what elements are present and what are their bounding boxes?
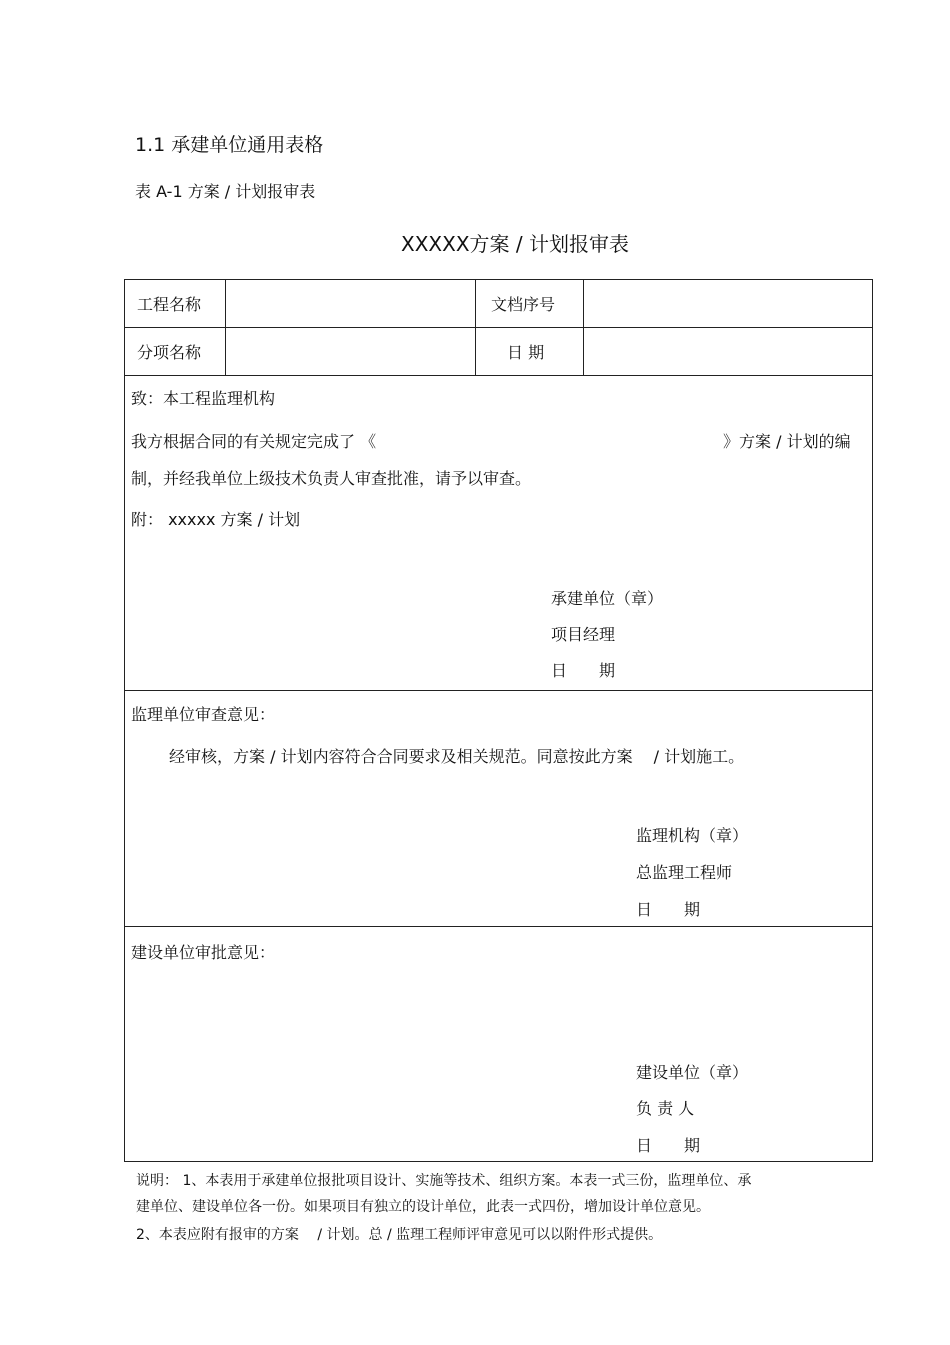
- submission-text-part2: 》方案 / 计划的编: [723, 432, 851, 451]
- note-line-2: 建单位、建设单位各一份。如果项目有独立的设计单位，此表一式四份，增加设计单位意见。: [136, 1199, 710, 1215]
- contractor-seal-label: 承建单位（章）: [551, 589, 664, 608]
- chief-engineer-label: 总监理工程师: [636, 863, 733, 882]
- contractor-date-label: 日 期: [551, 661, 616, 680]
- owner-seal-label: 建设单位（章）: [636, 1063, 749, 1082]
- addressee-line: 致：本工程监理机构: [131, 389, 276, 408]
- responsible-person-label: 负 责 人: [636, 1099, 695, 1118]
- subitem-name-field[interactable]: [227, 330, 473, 374]
- column-divider: [225, 280, 226, 375]
- project-manager-label: 项目经理: [551, 625, 616, 644]
- section-divider: [125, 926, 872, 927]
- date-label: 日 期: [507, 343, 545, 362]
- submission-text-part1: 我方根据合同的有关规定完成了 《: [131, 432, 377, 451]
- row-divider: [125, 375, 872, 376]
- supervisor-opinion-text: 经审核，方案 / 计划内容符合合同要求及相关规范。同意按此方案 / 计划施工。: [169, 747, 745, 766]
- owner-approval-heading: 建设单位审批意见：: [131, 943, 276, 962]
- approval-form-table: [124, 279, 873, 1162]
- doc-no-field[interactable]: [585, 282, 871, 326]
- attachment-line: 附： xxxxx 方案 / 计划: [131, 510, 301, 529]
- supervisor-opinion-heading: 监理单位审查意见：: [131, 705, 276, 724]
- section-heading: 1.1 承建单位通用表格: [135, 134, 324, 156]
- note-line-3: 2、本表应附有报审的方案 / 计划。总 / 监理工程师评审意见可以以附件形式提供。: [136, 1227, 663, 1243]
- section-divider: [125, 690, 872, 691]
- subitem-name-label: 分项名称: [137, 343, 202, 362]
- form-title: XXXXX方案 / 计划报审表: [401, 232, 629, 256]
- supervisor-date-label: 日 期: [636, 900, 701, 919]
- row-divider: [125, 327, 872, 328]
- note-line-1: 说明： 1、本表用于承建单位报批项目设计、实施等技术、组织方案。本表一式三份，监理单位、承: [136, 1173, 752, 1189]
- project-name-label: 工程名称: [137, 295, 202, 314]
- table-caption: 表 A-1 方案 / 计划报审表: [135, 182, 316, 201]
- doc-no-label: 文档序号: [491, 295, 556, 314]
- date-field[interactable]: [585, 330, 871, 374]
- column-divider: [475, 280, 476, 375]
- project-name-field[interactable]: [227, 282, 473, 326]
- supervisor-seal-label: 监理机构（章）: [636, 826, 749, 845]
- submission-text-line2: 制，并经我单位上级技术负责人审查批准，请予以审查。: [131, 469, 532, 488]
- owner-date-label: 日 期: [636, 1136, 701, 1155]
- column-divider: [583, 280, 584, 375]
